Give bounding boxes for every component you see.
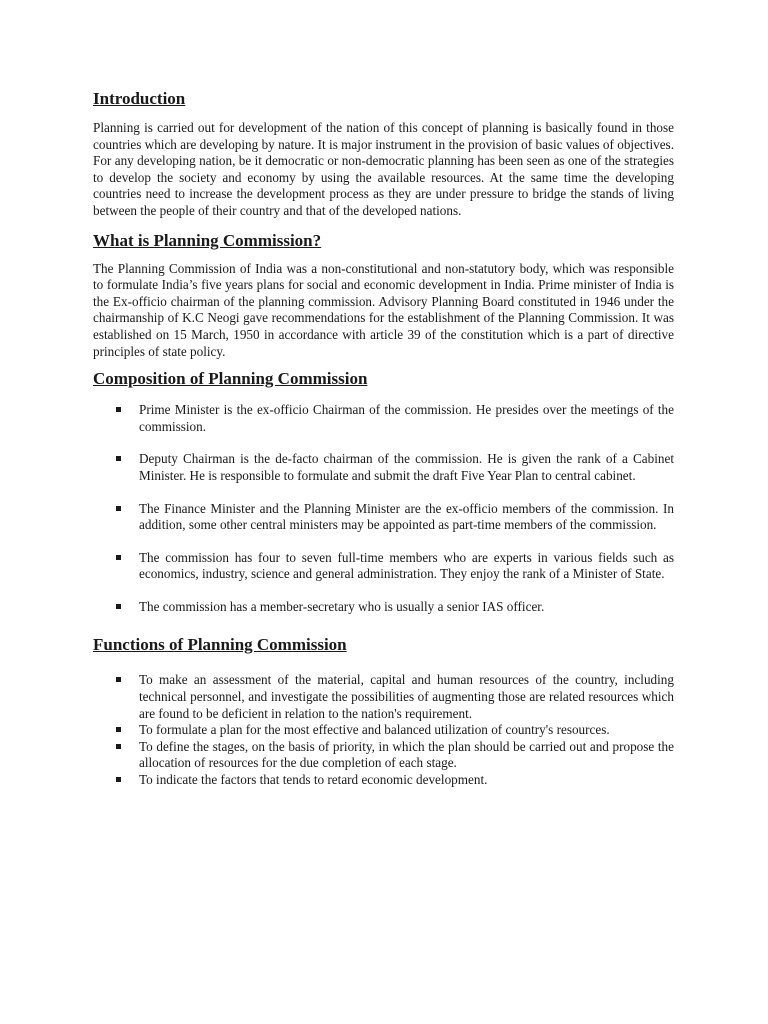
list-item <box>93 550 674 583</box>
list-item-text: Deputy Chairman is the de-facto chairman of the commission. He is given the rank of a Cabinet Minister. He is responsible to formulate and submit the draft Five Year Plan to central cabinet. <box>139 451 674 483</box>
list-item <box>93 672 674 722</box>
square-bullet-icon <box>116 407 121 412</box>
square-bullet-icon <box>116 727 121 732</box>
list-item <box>93 772 674 789</box>
composition-heading: Composition of Planning Commission <box>93 369 368 389</box>
square-bullet-icon <box>116 456 121 461</box>
list-item <box>93 722 674 739</box>
composition-list <box>93 402 674 615</box>
document-body <box>93 88 674 789</box>
list-item <box>93 739 674 772</box>
square-bullet-icon <box>116 677 121 682</box>
list-item-text: The Finance Minister and the Planning Minister are the ex-officio members of the commission. In addition, some other central ministers may be appointed as part-time members of the commission. <box>139 500 674 533</box>
list-item <box>93 501 674 534</box>
what-is-planning-commission-heading: What is Planning Commission? <box>93 230 322 250</box>
introduction-paragraph: Planning is carried out for development of the nation of this concept of planning is basically found in those countries which are developing by nature. It is major instrument in the provision of basic values of objectives. For any developing nation, be it democratic or non-democratic planning has been seen as one of the strategies to develop the society and economy by using the available resources. At the same time the developing countries need to increase the development process as they are under pressure to bridge the stands of living between the people of their country and that of the developed nations. <box>93 120 674 218</box>
list-item <box>93 402 674 435</box>
list-item-text: To make an assessment of the material, capital and human resources of the country, including technical personnel, and investigate the possibilities of augmenting those are related resources which are found to be deficient in relation to the nation's requirement. <box>139 672 674 721</box>
list-item-text: The commission has a member-secretary who is usually a senior IAS officer. <box>139 598 545 614</box>
square-bullet-icon <box>116 744 121 749</box>
list-item-text: The commission has four to seven full-time members who are experts in various fields such as economics, industry, science and general administration. They enjoy the rank of a Minister of State. <box>139 549 674 582</box>
square-bullet-icon <box>116 604 121 609</box>
square-bullet-icon <box>116 506 121 511</box>
list-item-text: Prime Minister is the ex-officio Chairman of the commission. He presides over the meetings of the commission. <box>139 402 674 434</box>
what-is-planning-commission-paragraph: The Planning Commission of India was a non-constitutional and non-statutory body, which was responsible to formulate India’s five years plans for social and economic development in India. Prime minister of India is the Ex-officio chairman of the planning commission. Advisory Planning Board constituted in 1946 under the chairmanship of K.C Neogi gave recommendations for the establishment of the Planning Commission. It was established on 15 March, 1950 in accordance with article 39 of the constitution which is a part of directive principles of state policy. <box>93 260 674 359</box>
introduction-heading: Introduction <box>93 89 186 108</box>
list-item-text: To define the stages, on the basis of priority, in which the plan should be carried out and propose the allocation of resources for the due completion of each stage. <box>139 738 674 771</box>
list-item-text: To formulate a plan for the most effective and balanced utilization of country's resources. <box>139 722 610 738</box>
list-item <box>93 599 674 616</box>
list-item-text: To indicate the factors that tends to retard economic development. <box>139 772 488 788</box>
functions-heading: Functions of Planning Commission <box>93 635 347 655</box>
square-bullet-icon <box>116 777 121 782</box>
list-item <box>93 451 674 484</box>
square-bullet-icon <box>116 555 121 560</box>
functions-list <box>93 672 674 788</box>
